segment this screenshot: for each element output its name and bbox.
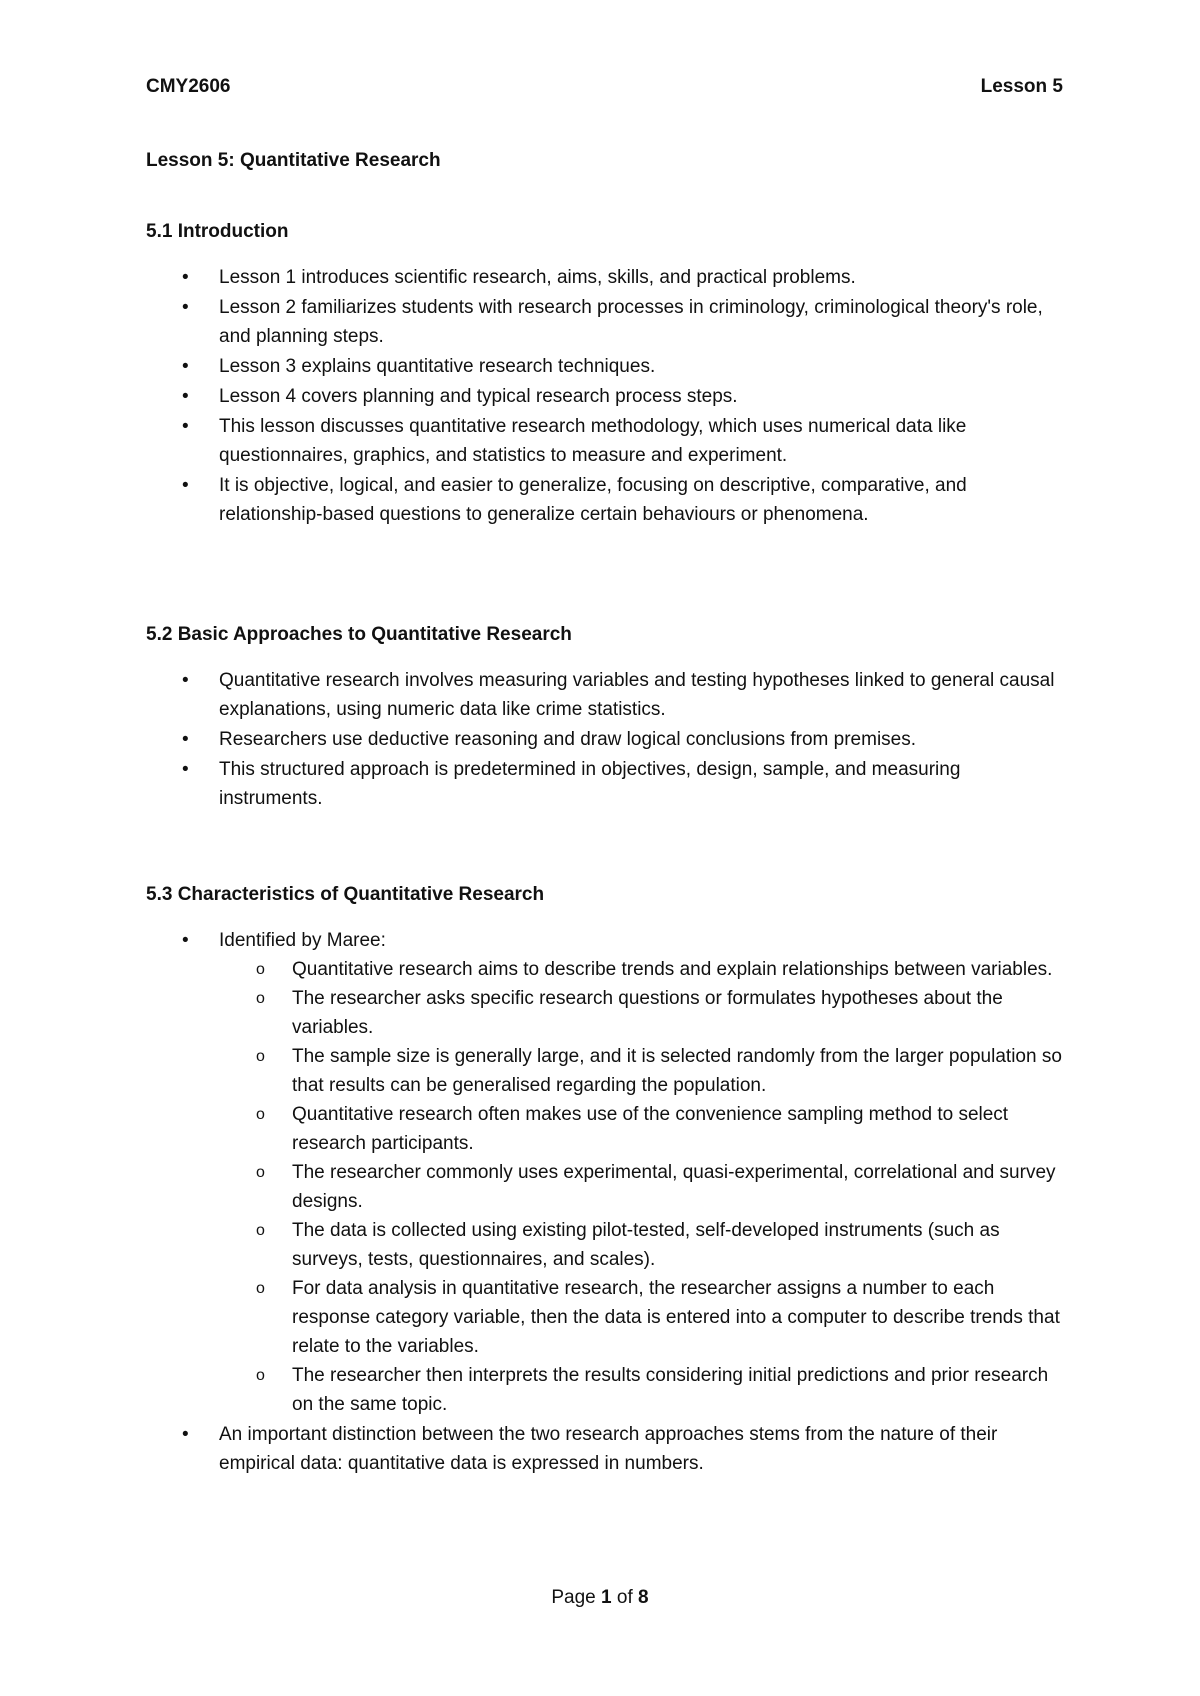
bullet-list: [146, 926, 1066, 1478]
list-item: • This lesson discusses quantitative research methodology, which uses numerical data like questionnaires, graphics, and statistics to measure and experiment.: [146, 412, 1066, 470]
section-basic-approaches: [146, 620, 1066, 814]
section-heading: 5.1 Introduction: [146, 221, 289, 242]
sub-list-item: o Quantitative research often makes use of the convenience sampling method to select research participants.: [219, 1100, 1066, 1158]
of-word: of: [616, 1587, 633, 1608]
bullet-list: [146, 263, 1066, 529]
sub-bullet-list: [219, 955, 1066, 1419]
sub-list-item: o The sample size is generally large, and it is selected randomly from the larger population so that results can be generalised regarding the population.: [219, 1042, 1066, 1100]
sub-list-item: o The researcher commonly uses experimental, quasi-experimental, correlational and survey designs.: [219, 1158, 1066, 1216]
list-item: • Researchers use deductive reasoning and draw logical conclusions from premises.: [146, 725, 1066, 754]
page-number: 1: [601, 1587, 612, 1608]
list-item: [146, 926, 1066, 1419]
header-lesson-label: Lesson 5: [980, 76, 1063, 97]
page-word: Page: [551, 1587, 596, 1608]
sub-list-item: o The researcher asks specific research questions or formulates hypotheses about the variables.: [219, 984, 1066, 1042]
list-item: • Lesson 3 explains quantitative research techniques.: [146, 352, 1066, 381]
section-heading: 5.2 Basic Approaches to Quantitative Research: [146, 624, 572, 645]
sub-list-item: o For data analysis in quantitative research, the researcher assigns a number to each response category variable, then the data is entered into a computer to describe trends that relate to the variables.: [219, 1274, 1066, 1361]
page-total: 8: [638, 1587, 649, 1608]
list-item: • An important distinction between the two research approaches stems from the nature of their empirical data: quantitative data is expressed in numbers.: [146, 1420, 1066, 1478]
list-item: • This structured approach is predetermined in objectives, design, sample, and measuring instruments.: [146, 755, 1066, 813]
list-item-text: Identified by Maree:: [219, 930, 386, 951]
list-item: • Lesson 1 introduces scientific research, aims, skills, and practical problems.: [146, 263, 1066, 292]
list-item: • Lesson 2 familiarizes students with research processes in criminology, criminological theory's role, and planning steps.: [146, 293, 1066, 351]
list-item: • It is objective, logical, and easier to generalize, focusing on descriptive, comparative, and relationship-based questions to generalize certain behaviours or phenomena.: [146, 471, 1066, 529]
list-item: • Quantitative research involves measuring variables and testing hypotheses linked to general causal explanations, using numeric data like crime statistics.: [146, 666, 1066, 724]
page-footer: [0, 1583, 1200, 1612]
document-title: Lesson 5: Quantitative Research: [146, 150, 441, 171]
sub-list-item: o The researcher then interprets the results considering initial predictions and prior research on the same topic.: [219, 1361, 1066, 1419]
list-item: • Lesson 4 covers planning and typical research process steps.: [146, 382, 1066, 411]
header-course-code: CMY2606: [146, 76, 231, 97]
section-characteristics: [146, 880, 1066, 1479]
bullet-list: [146, 666, 1066, 813]
section-introduction: [146, 217, 1066, 530]
section-heading: 5.3 Characteristics of Quantitative Research: [146, 884, 545, 905]
sub-list-item: o Quantitative research aims to describe trends and explain relationships between variables.: [219, 955, 1066, 984]
sub-list-item: o The data is collected using existing pilot-tested, self-developed instruments (such as surveys, tests, questionnaires, and scales).: [219, 1216, 1066, 1274]
